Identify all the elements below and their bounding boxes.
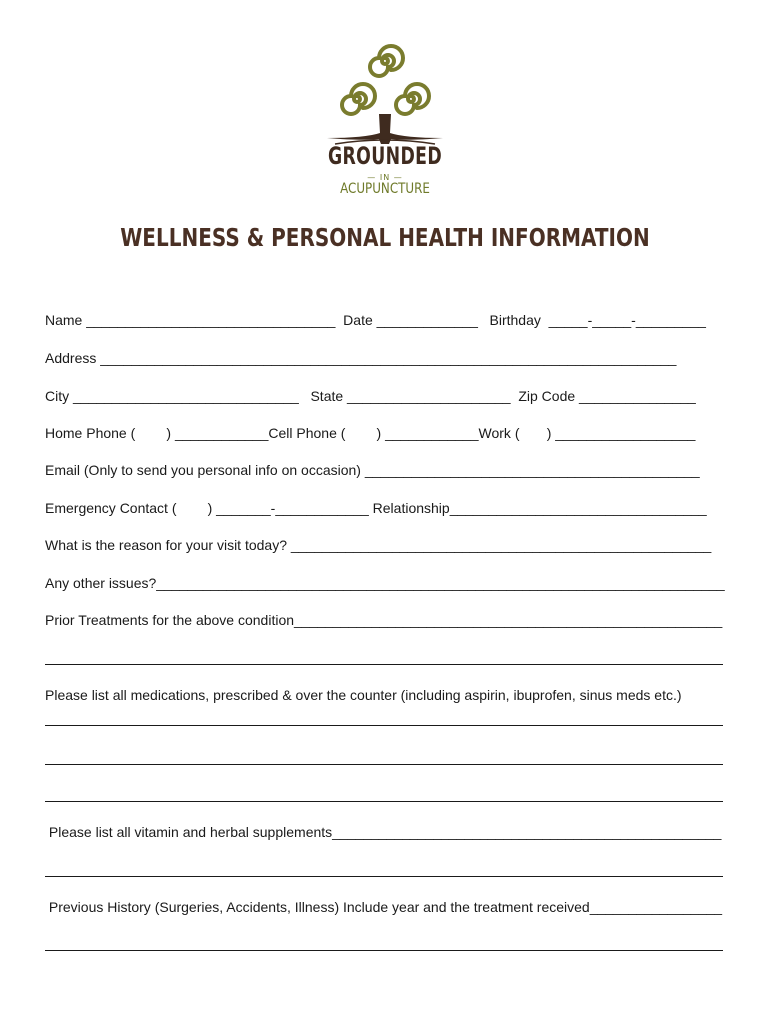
address-line[interactable]: Address __________________________________________________________________________ — [45, 350, 677, 366]
prior-treatments-line[interactable]: Prior Treatments for the above condition_______________________________________________________ — [45, 612, 723, 628]
name-date-birthday-line[interactable]: Name ________________________________ Date _____________ Birthday _____-_____-_________ — [45, 312, 706, 328]
phone-line[interactable]: Home Phone ( ) ____________Cell Phone ( ) ____________Work ( ) __________________ — [45, 425, 696, 441]
supplements-blank[interactable] — [45, 876, 723, 877]
city-state-zip-line[interactable]: City _____________________________ State _____________________ Zip Code _______________ — [45, 388, 696, 404]
form-title: WELLNESS & PERSONAL HEALTH INFORMATION — [120, 223, 650, 252]
prior-treatments-blank[interactable] — [45, 664, 723, 665]
visit-reason-line[interactable]: What is the reason for your visit today? ______________________________________________________ — [45, 537, 712, 553]
previous-history-blank[interactable] — [45, 950, 723, 951]
email-line[interactable]: Email (Only to send you personal info on occasion) ___________________________________________ — [45, 462, 700, 478]
medications-prompt: Please list all medications, prescribed & over the counter (including aspirin, ibuprofen, sinus meds etc.) — [45, 687, 682, 703]
supplements-line[interactable]: Please list all vitamin and herbal supplements__________________________________________________ — [45, 824, 722, 840]
other-issues-line[interactable]: Any other issues?_________________________________________________________________________ — [45, 575, 725, 591]
emergency-contact-line[interactable]: Emergency Contact ( ) _______-____________ Relationship_________________________________ — [45, 500, 707, 516]
brand-subtitle: ACUPUNCTURE — [340, 181, 430, 197]
brand-connector: — IN — — [367, 173, 403, 182]
medications-blank-2[interactable] — [45, 764, 723, 765]
brand-name: GROUNDED — [327, 142, 443, 170]
medications-blank-1[interactable] — [45, 725, 723, 726]
medications-blank-3[interactable] — [45, 801, 723, 802]
previous-history-line[interactable]: Previous History (Surgeries, Accidents, Illness) Include year and the treatment received_________________ — [45, 899, 723, 915]
